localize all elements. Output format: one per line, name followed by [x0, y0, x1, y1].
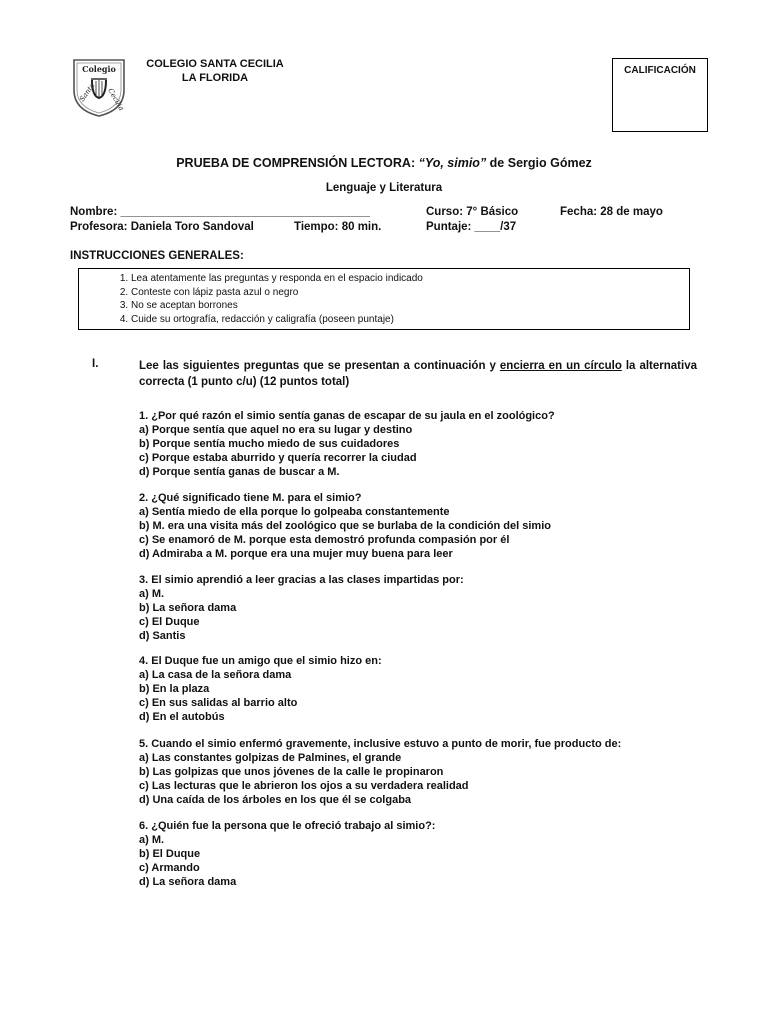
grade-box[interactable]: [612, 58, 708, 132]
school-crest-logo: [68, 56, 130, 118]
question-2: [139, 491, 739, 561]
instruction-item: 1. Lea atentamente las preguntas y responda en el espacio indicado: [131, 272, 689, 286]
school-location: LA FLORIDA: [181, 72, 249, 84]
option-d[interactable]: d) Una caída de los árboles en los que él se colgaba: [139, 794, 412, 806]
question-text: 3. El simio aprendió a leer gracias a las clases impartidas por:: [139, 574, 464, 586]
svg-text:Santa: Santa: [78, 81, 97, 104]
option-a[interactable]: a) La casa de la señora dama: [139, 669, 292, 681]
field-nombre[interactable]: Nombre: _______________________________________: [70, 206, 370, 218]
subject-title: Lenguaje y Literatura: [325, 182, 443, 194]
school-header: [140, 57, 290, 85]
svg-text:Cecilia: Cecilia: [106, 87, 126, 113]
section-number: I.: [92, 358, 99, 370]
field-puntaje[interactable]: Puntaje: ____/37: [426, 221, 517, 233]
option-b[interactable]: b) La señora dama: [139, 602, 237, 614]
instruction-item: 3. No se aceptan borrones: [131, 299, 689, 313]
option-c[interactable]: c) Porque estaba aburrido y quería recorrer la ciudad: [139, 452, 417, 464]
question-5: [139, 737, 739, 807]
option-b[interactable]: b) En la plaza: [139, 683, 210, 695]
test-title: PRUEBA DE COMPRENSIÓN LECTORA: “Yo, simio” de Sergio Gómez: [176, 156, 592, 170]
svg-text:Colegio: Colegio: [82, 64, 116, 74]
question-text: 4. El Duque fue un amigo que el simio hizo en:: [139, 655, 382, 667]
question-6: [139, 819, 739, 889]
instructions-box: [78, 268, 690, 330]
option-c[interactable]: c) Se enamoró de M. porque esta demostró profunda compasión por él: [139, 534, 510, 546]
field-tiempo: Tiempo: 80 min.: [294, 221, 382, 233]
work-title: “Yo, simio”: [418, 156, 487, 170]
option-a[interactable]: a) Sentía miedo de ella porque lo golpeaba constantemente: [139, 506, 450, 518]
option-a[interactable]: a) Porque sentía que aquel no era su lugar y destino: [139, 424, 413, 436]
option-d[interactable]: d) Porque sentía ganas de buscar a M.: [139, 466, 340, 478]
option-a[interactable]: a) Las constantes golpizas de Palmines, el grande: [139, 752, 402, 764]
question-text: 2. ¿Qué significado tiene M. para el simio?: [139, 492, 362, 504]
instructions-heading: INSTRUCCIONES GENERALES:: [70, 250, 244, 262]
option-c[interactable]: c) Armando: [139, 862, 200, 874]
option-d[interactable]: d) En el autobús: [139, 711, 225, 723]
school-name: COLEGIO SANTA CECILIA: [146, 58, 284, 70]
question-text: 1. ¿Por qué razón el simio sentía ganas de escapar de su jaula en el zoológico?: [139, 410, 555, 422]
option-b[interactable]: b) Porque sentía mucho miedo de sus cuidadores: [139, 438, 400, 450]
option-c[interactable]: c) El Duque: [139, 616, 200, 628]
option-c[interactable]: c) En sus salidas al barrio alto: [139, 697, 298, 709]
field-profesora: Profesora: Daniela Toro Sandoval: [70, 221, 254, 233]
field-curso: Curso: 7° Básico: [426, 206, 519, 218]
field-fecha: Fecha: 28 de mayo: [560, 206, 663, 218]
instruction-item: 2. Conteste con lápiz pasta azul o negro: [131, 286, 689, 300]
option-c[interactable]: c) Las lecturas que le abrieron los ojos a su verdadera realidad: [139, 780, 469, 792]
option-a[interactable]: a) M.: [139, 834, 165, 846]
option-a[interactable]: a) M.: [139, 588, 165, 600]
instruction-item: 4. Cuide su ortografía, redacción y caligrafía (poseen puntaje): [131, 313, 689, 327]
instructions-list: [109, 272, 689, 326]
question-text: 5. Cuando el simio enfermó gravemente, inclusive estuvo a punto de morir, fue producto de:: [139, 738, 622, 750]
option-b[interactable]: b) El Duque: [139, 848, 201, 860]
question-4: [139, 654, 739, 724]
option-d[interactable]: d) Santis: [139, 630, 186, 642]
question-1: [139, 409, 739, 479]
question-text: 6. ¿Quién fue la persona que le ofreció trabajo al simio?:: [139, 820, 436, 832]
grade-label: CALIFICACIÓN: [624, 65, 696, 76]
option-d[interactable]: d) La señora dama: [139, 876, 237, 888]
question-3: [139, 573, 739, 643]
emphasis-underline: encierra en un círculo: [499, 360, 622, 372]
section-instructions: Lee las siguientes preguntas que se presentan a continuación y encierra en un círculo la alternativa correcta (1 punto c/u) (12 puntos total): [139, 360, 697, 388]
option-d[interactable]: d) Admiraba a M. porque era una mujer muy buena para leer: [139, 548, 453, 560]
option-b[interactable]: b) Las golpizas que unos jóvenes de la calle le propinaron: [139, 766, 444, 778]
option-b[interactable]: b) M. era una visita más del zoológico que se burlaba de la condición del simio: [139, 520, 551, 532]
